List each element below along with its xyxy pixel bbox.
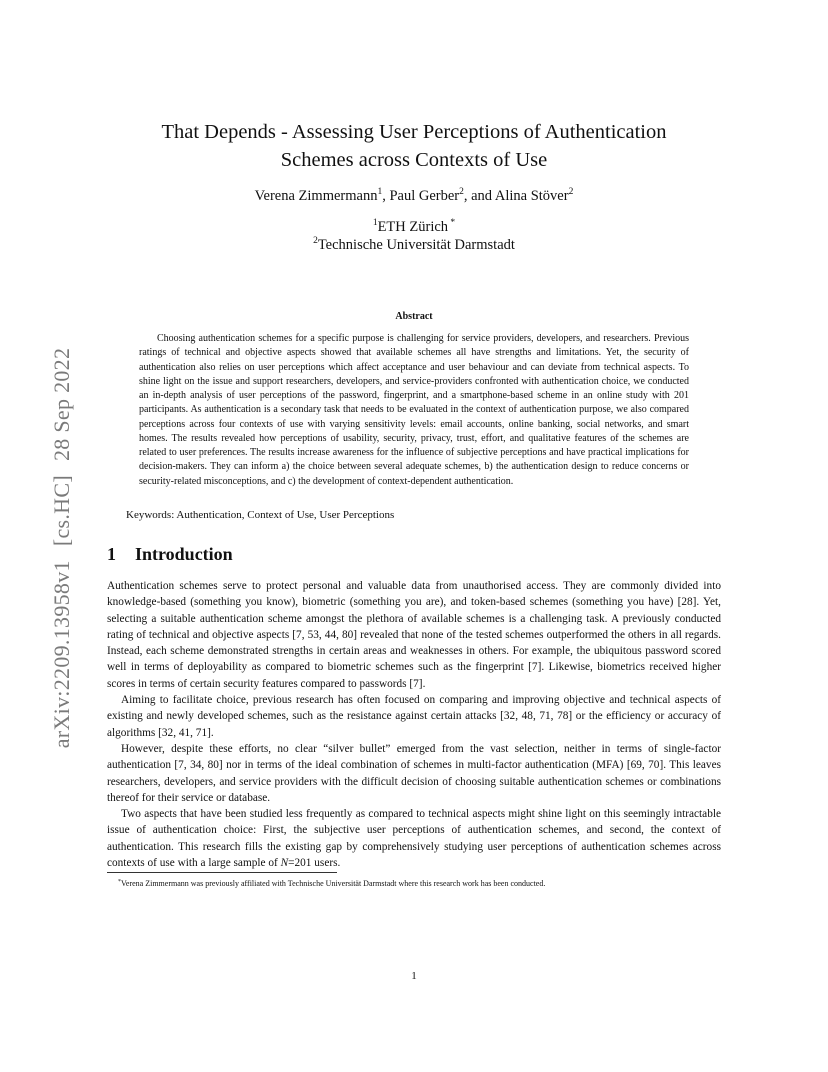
paragraph: However, despite these efforts, no clear “silver bullet” emerged from the vast selection, neither in terms of single-factor authentication [7, 34, 80] nor in terms of the ideal combination of schemes in multi-factor authentication (MFA) [69, 70]. This leaves researchers, developers, and service providers with the difficult decision of choosing suitable authentication schemes or combinations thereof for their service or database. (107, 742, 721, 804)
arxiv-date: 28 Sep 2022 (49, 347, 74, 462)
introduction-body (107, 578, 721, 871)
affiliations (100, 218, 728, 254)
author-list (100, 188, 728, 205)
section-title: Introduction (135, 544, 233, 564)
paragraph: Aiming to facilitate choice, previous research has often focused on comparing and improving objective and technical aspects of existing and newly developed schemes, such as the resistance against certain attacks [32, 48, 71, 78] or the efficiency or accuracy of algorithms [32, 41, 71]. (107, 694, 721, 739)
author-affiliation-mark: 2 (459, 187, 464, 197)
section-heading-introduction (107, 544, 233, 565)
affiliation-tu-darmstadt: $^2$Technische Universität Darmstadt (313, 236, 515, 253)
footnote (118, 878, 545, 889)
author-name: Verena Zimmermann (254, 188, 378, 204)
arxiv-id: arXiv:2209.13958v1 (49, 560, 74, 749)
title-line-2: Schemes across Contexts of Use (280, 149, 548, 171)
footnote-mark: * (118, 879, 121, 885)
abstract-heading: Abstract (395, 311, 433, 322)
footnote-text: Verena Zimmermann was previously affiliated with Technische Universität Darmstadt where this research work has been conducted. (121, 879, 546, 888)
paragraph: Authentication schemes serve to protect personal and valuable data from unauthorised access. They are commonly divided into knowledge-based (something you know), biometric (something you are), and token-based schemes (something you have) [28]. Yet, selecting a suitable authentication scheme amongst the plethora of available schemes is a challenging task. A previously conducted rating of technical and objective aspects [7, 53, 44, 80] revealed that none of the tested schemes outperformed the others in all regards. Instead, each scheme demonstrated strengths in certain areas and weaknesses in others. For example, the ubiquitous password scored well in terms of deployability as compared to biometric schemes such as the fingerprint [7]. Likewise, biometrics received higher scores in terms of certain security features compared to passwords [7]. (107, 580, 721, 690)
arxiv-category: [cs.HC] (49, 475, 74, 547)
title-line-1: That Depends - Assessing User Perceptions of Authentication (161, 121, 667, 143)
page-number: 1 (411, 970, 417, 982)
footnote-mark: * (448, 218, 456, 228)
footnote-divider (107, 872, 337, 873)
author-affiliation-mark: 2 (568, 187, 574, 197)
author-affiliation-mark: 1 (377, 187, 383, 197)
author-separator: , (382, 188, 390, 204)
author-name: Paul Gerber (389, 188, 460, 204)
affiliation-eth: $^1$ETH Zürich * (372, 218, 456, 235)
author-name: Alina Stöver (494, 188, 569, 204)
arxiv-identifier-stamp (49, 348, 75, 749)
author-separator: , and (463, 188, 495, 204)
section-number: 1 (107, 544, 116, 564)
paragraph: Two aspects that have been studied less frequently as compared to technical aspects might shine light on this seemingly intractable issue of authentication choice: First, the subjective user perceptions of authentication schemes, and second, the context of authentication. This research fills the existing gap by comprehensively studying user perceptions of authentication schemes across contexts of use with a large sample of N=201 users. (107, 808, 721, 870)
paper-title (100, 118, 728, 174)
keywords: Keywords: Authentication, Context of Use, User Perceptions (126, 509, 395, 521)
abstract-text: Choosing authentication schemes for a specific purpose is challenging for service providers, developers, and researchers. Previous ratings of technical and objective aspects showed that available schemes all have strengths and limitations. Yet, the security of authentication also relies on user perceptions which affect acceptance and user behaviour and can deviate from technical aspects. To shine light on the issue and support researchers, developers, and service-providers confronted with authentication choice, we conducted an in-depth analysis of user perceptions of the password, fingerprint, and a smartphone-based scheme in an online study with 201 participants. As authentication is a secondary task that needs to be evaluated in the context of authentication purpose, we also compared perceptions across four contexts of use with varying sensitivity levels: email accounts, online banking, social networks, and smart homes. The results revealed how perceptions of usability, security, privacy, trust, effort, and qualitative features of the schemes are related to user preferences. The results increase awareness for the influence of subjective perceptions and have practical implications for decision-makers. They can inform a) the choice between several adequate schemes, b) the authentication design to reduce concerns or security-related misconceptions, and c) the development of context-dependent authentication. (139, 333, 689, 487)
